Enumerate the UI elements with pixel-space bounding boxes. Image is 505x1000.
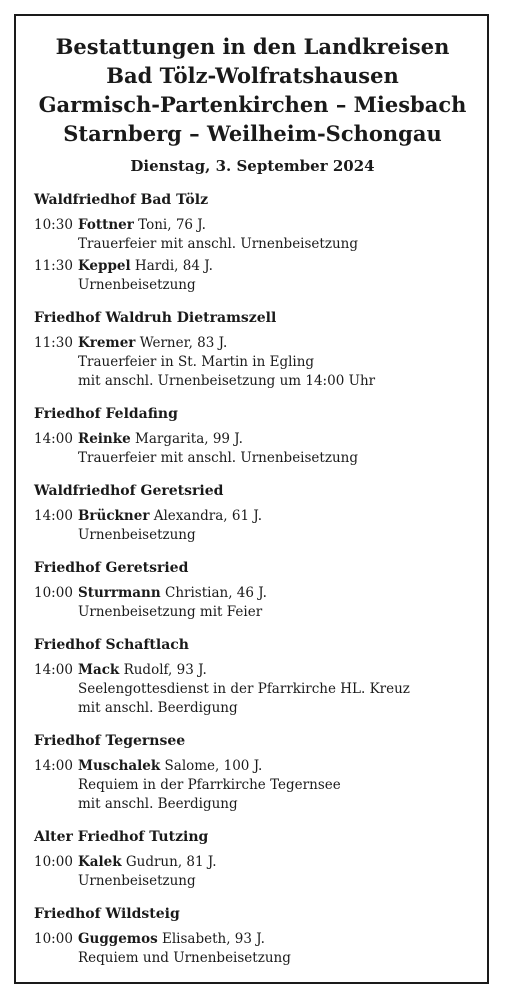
cemetery-name: Friedhof Wildsteig bbox=[34, 906, 180, 922]
burial-time: 14:00 bbox=[34, 662, 73, 678]
entry-line bbox=[34, 930, 505, 949]
burial-entry bbox=[34, 507, 505, 545]
cemetery-name: Friedhof Schaftlach bbox=[34, 637, 189, 653]
cemetery-name: Alter Friedhof Tutzing bbox=[34, 829, 209, 845]
cemetery-section bbox=[34, 190, 505, 295]
burial-entry bbox=[34, 661, 505, 718]
deceased-name-age: Salome, 100 J. bbox=[164, 758, 263, 774]
deceased-surname: Kremer bbox=[78, 335, 136, 351]
deceased-name-age: Werner, 83 J. bbox=[139, 335, 228, 351]
cemetery-section bbox=[34, 481, 505, 545]
cemetery-name: Waldfriedhof Geretsried bbox=[34, 483, 224, 499]
ceremony-detail: mit anschl. Beerdigung bbox=[78, 796, 238, 812]
burial-time: 11:30 bbox=[34, 335, 73, 351]
deceased-name-age: Elisabeth, 93 J. bbox=[162, 931, 265, 947]
burial-time: 10:00 bbox=[34, 854, 73, 870]
ceremony-detail: Requiem in der Pfarrkirche Tegernsee bbox=[78, 777, 341, 793]
burial-time: 14:00 bbox=[34, 431, 73, 447]
burial-entry bbox=[34, 257, 505, 295]
ceremony-detail: Requiem und Urnenbeisetzung bbox=[78, 950, 291, 966]
cemetery-name: Friedhof Waldruh Dietramszell bbox=[34, 310, 277, 326]
ceremony-detail: Trauerfeier in St. Martin in Egling bbox=[78, 354, 315, 370]
entry-line bbox=[34, 430, 505, 449]
burial-entry bbox=[34, 757, 505, 814]
cemetery-section bbox=[34, 635, 505, 718]
entry-line bbox=[34, 507, 505, 526]
burial-entry bbox=[34, 216, 505, 254]
cemetery-section bbox=[34, 731, 505, 814]
notice-header bbox=[0, 0, 505, 176]
deceased-surname: Keppel bbox=[78, 258, 131, 274]
ceremony-detail: mit anschl. Beerdigung bbox=[78, 700, 238, 716]
burial-time: 14:00 bbox=[34, 508, 73, 524]
deceased-name-age: Toni, 76 J. bbox=[138, 217, 206, 233]
title-line-2: Bad Tölz-Wolfratshausen bbox=[106, 63, 399, 88]
deceased-name-age: Margarita, 99 J. bbox=[135, 431, 243, 447]
cemetery-section bbox=[34, 308, 505, 391]
burial-time: 11:30 bbox=[34, 258, 73, 274]
ceremony-detail: Urnenbeisetzung mit Feier bbox=[78, 604, 263, 620]
deceased-surname: Kalek bbox=[78, 854, 122, 870]
cemetery-name: Friedhof Tegernsee bbox=[34, 733, 186, 749]
ceremony-detail: mit anschl. Urnenbeisetzung um 14:00 Uhr bbox=[78, 373, 376, 389]
burial-entry bbox=[34, 930, 505, 968]
deceased-name-age: Alexandra, 61 J. bbox=[153, 508, 262, 524]
cemetery-section bbox=[34, 558, 505, 622]
deceased-surname: Sturrmann bbox=[78, 585, 161, 601]
ceremony-detail: Urnenbeisetzung bbox=[78, 277, 196, 293]
burial-time: 10:00 bbox=[34, 931, 73, 947]
title-line-4: Starnberg – Weilheim-Schongau bbox=[63, 121, 442, 146]
deceased-name-age: Gudrun, 81 J. bbox=[125, 854, 217, 870]
deceased-name-age: Rudolf, 93 J. bbox=[123, 662, 207, 678]
entry-line bbox=[34, 216, 505, 235]
burial-entry bbox=[34, 853, 505, 891]
cemetery-section bbox=[34, 904, 505, 968]
deceased-name-age: Christian, 46 J. bbox=[164, 585, 267, 601]
burial-entry bbox=[34, 430, 505, 468]
title-line-3: Garmisch-Partenkirchen – Miesbach bbox=[38, 92, 467, 117]
entry-line bbox=[34, 584, 505, 603]
cemetery-section bbox=[34, 827, 505, 891]
notice-date: Dienstag, 3. September 2024 bbox=[130, 157, 375, 175]
cemetery-section bbox=[34, 404, 505, 468]
deceased-surname: Reinke bbox=[78, 431, 131, 447]
title-line-1: Bestattungen in den Landkreisen bbox=[55, 34, 450, 59]
entry-line bbox=[34, 853, 505, 872]
burial-entry bbox=[34, 334, 505, 391]
deceased-surname: Guggemos bbox=[78, 931, 158, 947]
cemetery-name: Waldfriedhof Bad Tölz bbox=[34, 192, 209, 208]
deceased-name-age: Hardi, 84 J. bbox=[134, 258, 213, 274]
burial-entry bbox=[34, 584, 505, 622]
ceremony-detail: Trauerfeier mit anschl. Urnenbeisetzung bbox=[78, 236, 358, 252]
deceased-surname: Fottner bbox=[78, 217, 134, 233]
entry-line bbox=[34, 757, 505, 776]
entry-line bbox=[34, 661, 505, 680]
deceased-surname: Mack bbox=[78, 662, 120, 678]
deceased-surname: Brückner bbox=[78, 508, 150, 524]
ceremony-detail: Seelengottesdienst in der Pfarrkirche HL. Kreuz bbox=[78, 681, 410, 697]
ceremony-detail: Urnenbeisetzung bbox=[78, 873, 196, 889]
burial-time: 10:30 bbox=[34, 217, 73, 233]
cemetery-name: Friedhof Geretsried bbox=[34, 560, 189, 576]
entry-line bbox=[34, 257, 505, 276]
burial-time: 14:00 bbox=[34, 758, 73, 774]
entry-line bbox=[34, 334, 505, 353]
ceremony-detail: Urnenbeisetzung bbox=[78, 527, 196, 543]
deceased-surname: Muschalek bbox=[78, 758, 161, 774]
burial-time: 10:00 bbox=[34, 585, 73, 601]
cemetery-name: Friedhof Feldafing bbox=[34, 406, 178, 422]
cemetery-list bbox=[0, 176, 505, 968]
ceremony-detail: Trauerfeier mit anschl. Urnenbeisetzung bbox=[78, 450, 358, 466]
